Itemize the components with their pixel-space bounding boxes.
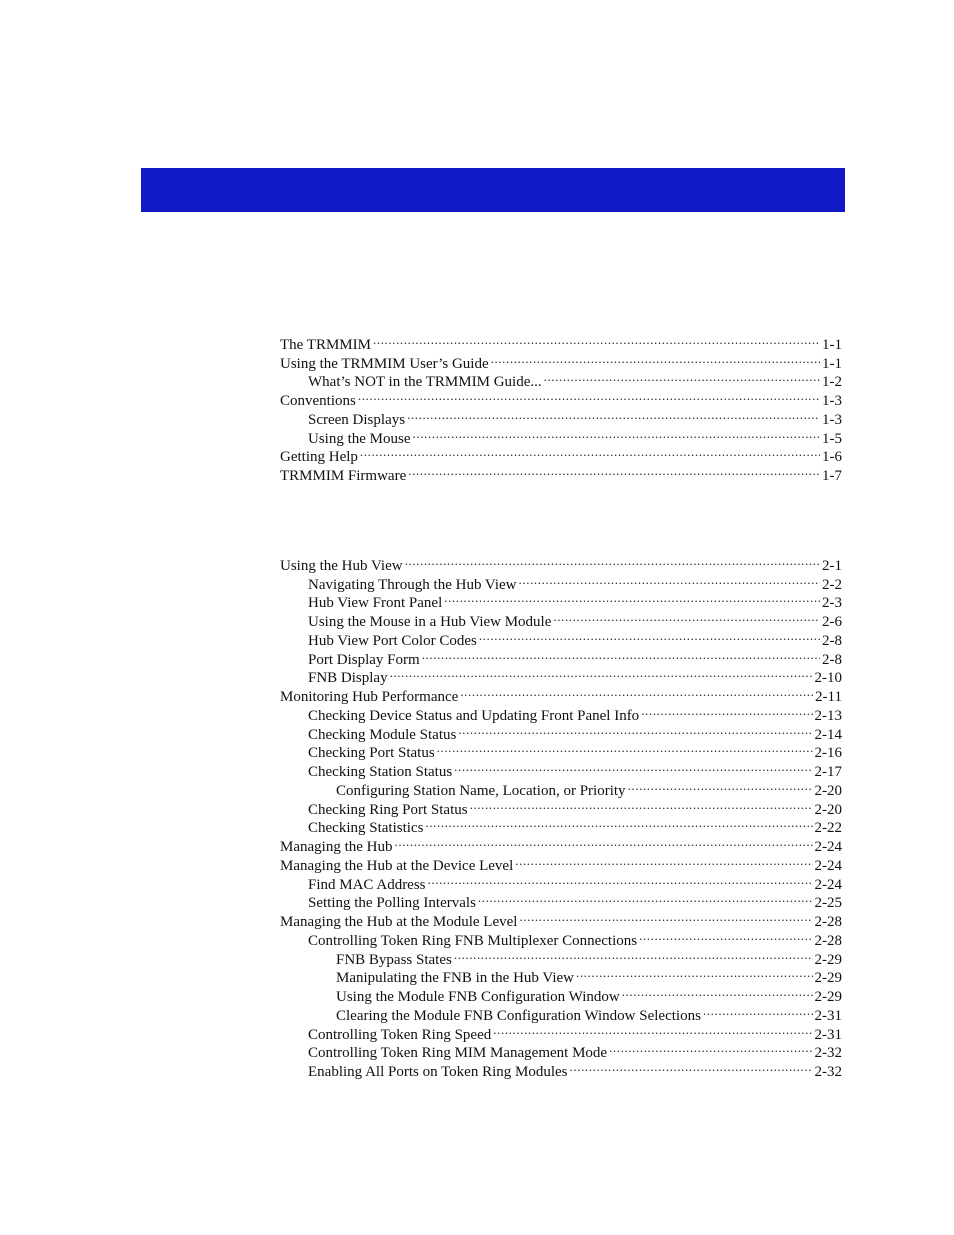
dot-leader — [470, 795, 813, 814]
toc-entry-page-number: 2-10 — [814, 670, 842, 687]
toc-entry-page-number: 1-5 — [822, 430, 842, 447]
toc-entry-page-number: 2-28 — [814, 932, 842, 949]
dot-leader — [358, 386, 820, 405]
dot-leader — [628, 776, 813, 795]
dot-leader — [519, 907, 812, 926]
toc-section-chapter-1 — [280, 330, 842, 484]
toc-entry-page-number: 2-32 — [814, 1045, 842, 1062]
toc-entry-title: Manipulating the FNB in the Hub View — [336, 970, 574, 987]
dot-leader — [428, 870, 813, 889]
toc-entry-page-number: 2-20 — [814, 782, 842, 799]
toc-entry-page-number: 2-14 — [814, 726, 842, 743]
dot-leader — [479, 626, 820, 645]
toc-entry-title: Managing the Hub — [280, 839, 393, 855]
toc-entry-page-number: 2-24 — [814, 857, 842, 874]
dot-leader — [425, 814, 812, 833]
dot-leader — [478, 889, 813, 908]
toc-entry-page-number: 2-8 — [822, 632, 842, 649]
toc-entry-page-number: 1-3 — [822, 393, 842, 409]
toc-entry-title: Using the Mouse in a Hub View Module — [308, 614, 552, 630]
toc-entry-title: Port Display Form — [308, 651, 420, 668]
toc-entry-title: The TRMMIM — [280, 336, 371, 353]
toc-entry-page-number: 2-8 — [822, 651, 842, 668]
toc-entry-title: Managing the Hub at the Device Level — [280, 857, 514, 874]
toc-entry[interactable] — [280, 405, 842, 428]
dot-leader — [408, 461, 820, 480]
toc-entry-page-number: 2-32 — [814, 1064, 842, 1080]
dot-leader — [553, 607, 820, 626]
toc-entry-page-number: 2-24 — [814, 839, 842, 855]
toc-entry-title: FNB Bypass States — [336, 951, 452, 968]
toc-entry-page-number: 2-16 — [814, 745, 842, 762]
dot-leader — [519, 570, 820, 589]
toc-entry-page-number: 2-2 — [822, 576, 842, 593]
dot-leader — [639, 926, 812, 945]
dot-leader — [515, 851, 812, 870]
toc-entry-page-number: 1-6 — [822, 449, 842, 466]
toc-entry[interactable] — [280, 330, 842, 353]
dot-leader — [373, 330, 820, 349]
toc-entry-title: Hub View Front Panel — [308, 595, 443, 612]
dot-leader — [641, 701, 812, 720]
dot-leader — [622, 982, 813, 1001]
dot-leader — [576, 964, 813, 983]
toc-entry[interactable] — [280, 551, 842, 574]
dot-leader — [493, 1020, 812, 1039]
toc-entry-page-number: 1-3 — [822, 411, 842, 428]
toc-entry-title: Checking Station Status — [308, 764, 453, 780]
toc-entry-page-number: 2-13 — [814, 707, 842, 724]
dot-leader — [444, 589, 820, 608]
dot-leader — [609, 1039, 812, 1058]
toc-entry-title: Getting Help — [280, 449, 358, 466]
toc-entry-page-number: 2-6 — [822, 614, 842, 630]
toc-entry-title: Checking Statistics — [308, 820, 424, 837]
dot-leader — [454, 757, 812, 776]
toc-entry-page-number: 1-1 — [822, 355, 842, 372]
toc-entry-title: Conventions — [280, 393, 356, 409]
toc-entry-title: Configuring Station Name, Location, or Priority — [336, 782, 626, 799]
toc-entry-title: Enabling All Ports on Token Ring Modules — [308, 1064, 568, 1080]
dot-leader — [454, 945, 813, 964]
dot-leader — [407, 405, 820, 424]
dot-leader — [570, 1057, 813, 1076]
dot-leader — [458, 720, 812, 739]
toc-entry-title: Setting the Polling Intervals — [308, 895, 476, 912]
toc-entry-title: Screen Displays — [308, 411, 406, 428]
toc-entry-title: FNB Display — [308, 670, 388, 687]
toc-entry-title: Navigating Through the Hub View — [308, 576, 517, 593]
dot-leader — [413, 424, 821, 443]
toc-entry-title: Checking Ring Port Status — [308, 801, 468, 818]
toc-entry-page-number: 2-11 — [815, 689, 842, 705]
toc-entry-title: Using the TRMMIM User’s Guide — [280, 355, 489, 372]
toc-entry-page-number: 2-24 — [814, 876, 842, 893]
toc-entry-title: Using the Module FNB Configuration Window — [336, 989, 620, 1005]
toc-entry-page-number: 2-3 — [822, 595, 842, 612]
toc-entry-page-number: 2-29 — [814, 970, 842, 987]
toc-entry-title: Controlling Token Ring Speed — [308, 1026, 492, 1043]
toc-entry-title: Managing the Hub at the Module Level — [280, 914, 518, 930]
toc-entry-page-number: 2-29 — [814, 989, 842, 1005]
toc-entry-page-number: 1-2 — [822, 374, 842, 391]
dot-leader — [460, 682, 813, 701]
toc-entry-page-number: 1-1 — [822, 336, 842, 353]
toc-section-chapter-2 — [280, 551, 842, 1080]
dot-leader — [390, 664, 813, 683]
toc-entry-page-number: 2-31 — [814, 1007, 842, 1024]
dot-leader — [703, 1001, 813, 1020]
toc-entry-page-number: 2-25 — [814, 895, 842, 912]
toc-entry-title: Checking Device Status and Updating Front Panel Info — [308, 707, 640, 724]
dot-leader — [394, 832, 812, 851]
toc-entry-page-number: 2-31 — [814, 1026, 842, 1043]
dot-leader — [491, 349, 820, 368]
toc-entry-title: Using the Hub View — [280, 557, 403, 574]
toc-entry-page-number: 2-29 — [814, 951, 842, 968]
toc-entry-title: Find MAC Address — [308, 876, 426, 893]
toc-entry-title: What’s NOT in the TRMMIM Guide... — [308, 374, 542, 391]
toc-entry-title: Clearing the Module FNB Configuration Window Selections — [336, 1007, 701, 1024]
toc-entry[interactable] — [280, 443, 842, 466]
toc-entry-page-number: 1-7 — [822, 468, 842, 484]
toc-entry-page-number: 2-20 — [814, 801, 842, 818]
toc-entry-title: TRMMIM Firmware — [280, 468, 407, 484]
toc-entry-page-number: 2-22 — [814, 820, 842, 837]
toc-entry-title: Hub View Port Color Codes — [308, 632, 477, 649]
toc-entry-title: Controlling Token Ring FNB Multiplexer Connections — [308, 932, 638, 949]
toc-entry-title: Checking Port Status — [308, 745, 435, 762]
toc-entry-page-number: 2-1 — [822, 557, 842, 574]
dot-leader — [544, 368, 820, 387]
toc-entry-title: Monitoring Hub Performance — [280, 689, 459, 705]
chapter-banner — [141, 168, 845, 212]
dot-leader — [437, 739, 813, 758]
dot-leader — [422, 645, 820, 664]
toc-entry-title: Using the Mouse — [308, 430, 411, 447]
toc-entry-title: Controlling Token Ring MIM Management Mode — [308, 1045, 608, 1062]
toc-entry-title: Checking Module Status — [308, 726, 457, 743]
dot-leader — [360, 443, 820, 462]
dot-leader — [405, 551, 820, 570]
toc-entry[interactable] — [280, 461, 842, 484]
toc-entry-page-number: 2-17 — [814, 764, 842, 780]
toc-entry[interactable] — [280, 386, 842, 409]
toc-entry-page-number: 2-28 — [814, 914, 842, 930]
